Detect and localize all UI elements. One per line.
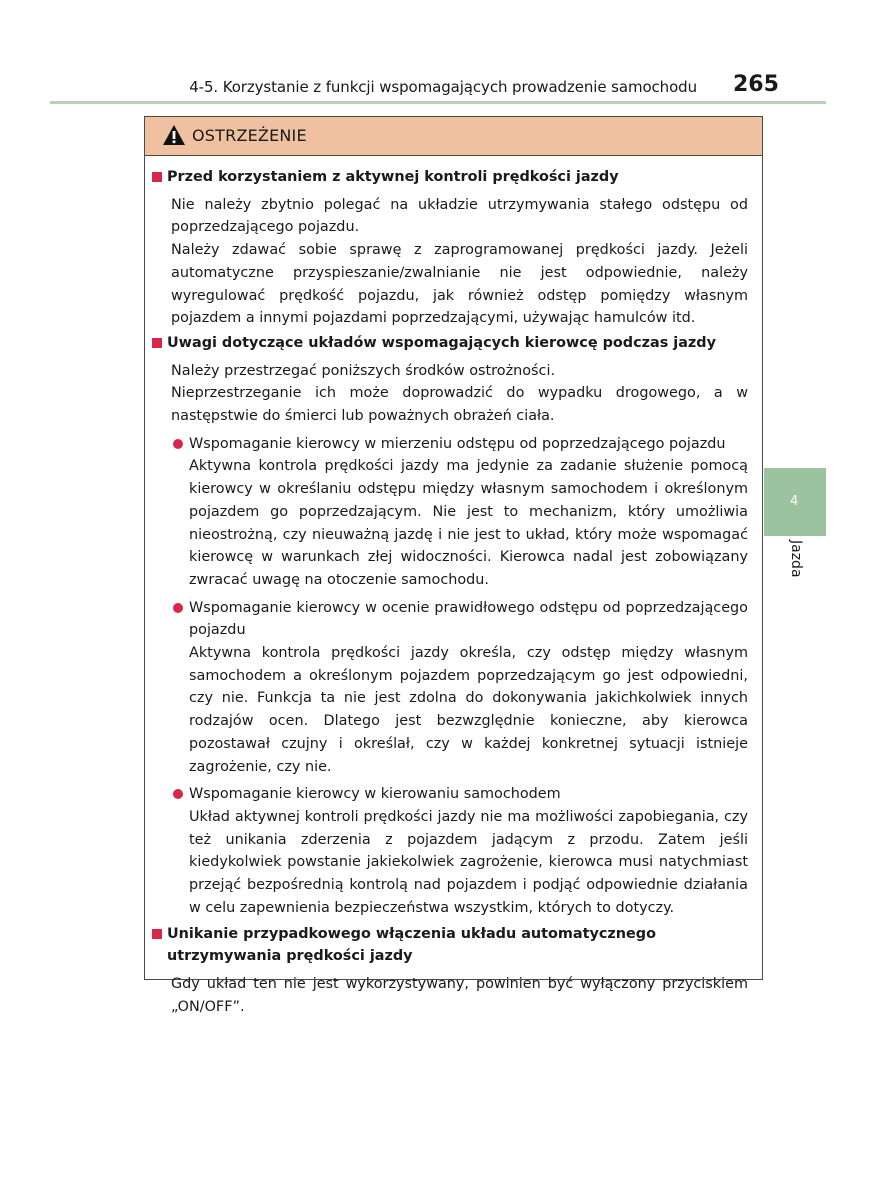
section-heading-text: Uwagi dotyczące układów wspomagających kierowcę podczas jazdy xyxy=(167,334,716,351)
square-bullet-icon xyxy=(152,338,162,348)
section-body xyxy=(150,194,748,330)
section-heading xyxy=(150,923,748,968)
paragraph: Nie należy zbytnio polegać na układzie utrzymywania stałego odstępu od poprzedzającego pojazdu. xyxy=(171,196,748,236)
round-bullet-icon xyxy=(173,603,183,613)
chapter-number: 4 xyxy=(790,494,799,509)
list-item xyxy=(171,597,748,779)
warning-triangle-icon xyxy=(162,124,186,146)
section-body xyxy=(150,360,748,920)
page-header xyxy=(0,70,880,106)
section-heading xyxy=(150,332,748,355)
paragraph: Należy zdawać sobie sprawę z zaprogramowanej prędkości jazdy. Jeżeli automatyczne przyspieszanie/zwalnianie nie jest odpowiednie, należy wyregulować prędkość pojazdu, jak również odstęp pomiędzy własnym pojazdem a innymi pojazdami poprzedzającymi, używając hamulców itd. xyxy=(171,242,748,327)
warning-header xyxy=(145,117,762,156)
list-item-title: Wspomaganie kierowcy w kierowaniu samochodem xyxy=(189,786,561,803)
page-number: 265 xyxy=(733,72,779,97)
paragraph: Gdy układ ten nie jest wykorzystywany, powinien być wyłączony przyciskiem „ON/OFF”. xyxy=(171,975,748,1015)
header-divider xyxy=(50,101,826,104)
list-item xyxy=(171,433,748,592)
round-bullet-icon xyxy=(173,789,183,799)
list-item-title: Wspomaganie kierowcy w ocenie prawidłowego odstępu od poprzedzającego pojazdu xyxy=(189,599,748,639)
warning-content xyxy=(145,157,762,1018)
chapter-tab xyxy=(764,468,826,536)
square-bullet-icon xyxy=(152,172,162,182)
section-heading-text: Unikanie przypadkowego włączenia układu automatycznego utrzymywania prędkości jazdy xyxy=(167,925,657,965)
section-title: 4-5. Korzystanie z funkcji wspomagających prowadzenie samochodu xyxy=(189,78,697,96)
warning-box xyxy=(144,116,763,1015)
warning-title: OSTRZEŻENIE xyxy=(192,126,307,145)
paragraph: Nieprzestrzeganie ich może doprowadzić do wypadku drogowego, a w następstwie do śmierci lub poważnych obrażeń ciała. xyxy=(171,385,748,425)
square-bullet-icon xyxy=(152,929,162,939)
section-body xyxy=(150,973,748,1018)
chapter-label: Jazda xyxy=(788,540,804,578)
section-heading-text: Przed korzystaniem z aktywnej kontroli prędkości jazdy xyxy=(167,169,619,185)
section-heading xyxy=(150,166,748,189)
paragraph: Należy przestrzegać poniższych środków ostrożności. xyxy=(171,362,556,379)
list-item-text: Układ aktywnej kontroli prędkości jazdy nie ma możliwości zapobiegania, czy też unikania zderzenia z pojazdem jadącym z przodu. Zatem jeśli kiedykolwiek powstanie jakiekolwiek zagrożenie, kierowca musi natychmiast przejąć bezpośrednią kontrolą nad pojazdem i podjąć odpowiednie działania w celu zapewnienia bezpieczeństwa wszystkim, których to dotyczy. xyxy=(189,808,748,916)
list-item-text: Aktywna kontrola prędkości jazdy określa, czy odstęp między własnym samochodem a określonym pojazdem poprzedzającym go jest odpowiedni, czy nie. Funkcja ta nie jest zdolna do dokonywania jakichkolwiek innych rodzajów ocen. Dlatego jest bezwzględnie konieczne, aby kierowca pozostawał czujny i określał, czy w każdej konkretnej sytuacji istnieje zagrożenie, czy nie. xyxy=(189,645,748,775)
list-item xyxy=(171,783,748,919)
list-item-title: Wspomaganie kierowcy w mierzeniu odstępu od poprzedzającego pojazdu xyxy=(189,435,726,452)
list-item-text: Aktywna kontrola prędkości jazdy ma jedynie za zadanie służenie pomocą kierowcy w określaniu odstępu między własnym samochodem i określonym pojazdem go poprzedzającym. Nie jest to mechanizm, który umożliwia nieostrożną, czy nieuważną jazdę i nie jest to układ, który może wspomagać kierowcę w warunkach złej widoczności. Kierowca nadal jest zobowiązany zwracać uwagę na otoczenie samochodu. xyxy=(189,458,748,588)
round-bullet-icon xyxy=(173,439,183,449)
